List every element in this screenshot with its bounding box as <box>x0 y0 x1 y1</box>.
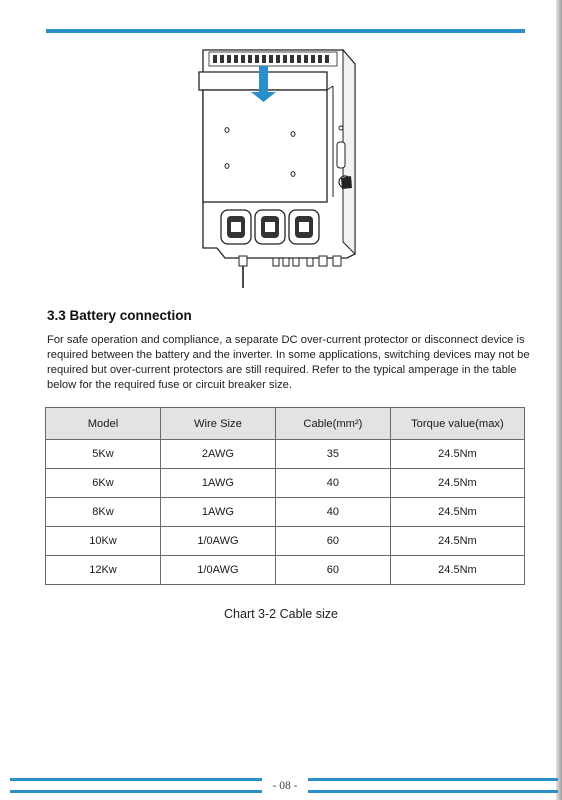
cell-cable: 40 <box>275 498 390 527</box>
top-rule <box>46 29 525 33</box>
table-row <box>46 556 525 585</box>
header-model: Model <box>46 408 161 440</box>
cell-model: 8Kw <box>46 498 161 527</box>
cell-model: 6Kw <box>46 469 161 498</box>
cell-wire-size: 1/0AWG <box>160 527 275 556</box>
cell-cable: 40 <box>275 469 390 498</box>
cell-model: 12Kw <box>46 556 161 585</box>
table-row <box>46 440 525 469</box>
cell-wire-size: 1AWG <box>160 498 275 527</box>
header-wire-size: Wire Size <box>160 408 275 440</box>
table-header-row <box>46 408 525 440</box>
table-row <box>46 527 525 556</box>
header-cable: Cable(mm²) <box>275 408 390 440</box>
page-number: - 08 - <box>262 778 308 794</box>
cell-wire-size: 2AWG <box>160 440 275 469</box>
cell-wire-size: 1/0AWG <box>160 556 275 585</box>
cell-cable: 60 <box>275 527 390 556</box>
cell-torque: 24.5Nm <box>390 527 524 556</box>
table-caption: Chart 3-2 Cable size <box>224 607 338 621</box>
cell-torque: 24.5Nm <box>390 440 524 469</box>
cell-torque: 24.5Nm <box>390 556 524 585</box>
cell-model: 5Kw <box>46 440 161 469</box>
header-torque: Torque value(max) <box>390 408 524 440</box>
page-edge-shadow <box>556 0 562 800</box>
section-body: For safe operation and compliance, a separate DC over-current protector or disconnect device is required between the battery and the inverter. In some applications, switching devices may not be required but over-current protectors are still required. Refer to the typical amperage in the table below for the required fuse or circuit breaker size. <box>47 334 530 391</box>
cell-wire-size: 1AWG <box>160 469 275 498</box>
table-row <box>46 498 525 527</box>
cell-torque: 24.5Nm <box>390 469 524 498</box>
cell-cable: 35 <box>275 440 390 469</box>
inverter-illustration <box>195 42 375 292</box>
table-row <box>46 469 525 498</box>
section-title: 3.3 Battery connection <box>47 308 192 323</box>
cell-model: 10Kw <box>46 527 161 556</box>
cable-size-table <box>45 407 525 585</box>
cell-torque: 24.5Nm <box>390 498 524 527</box>
cell-cable: 60 <box>275 556 390 585</box>
